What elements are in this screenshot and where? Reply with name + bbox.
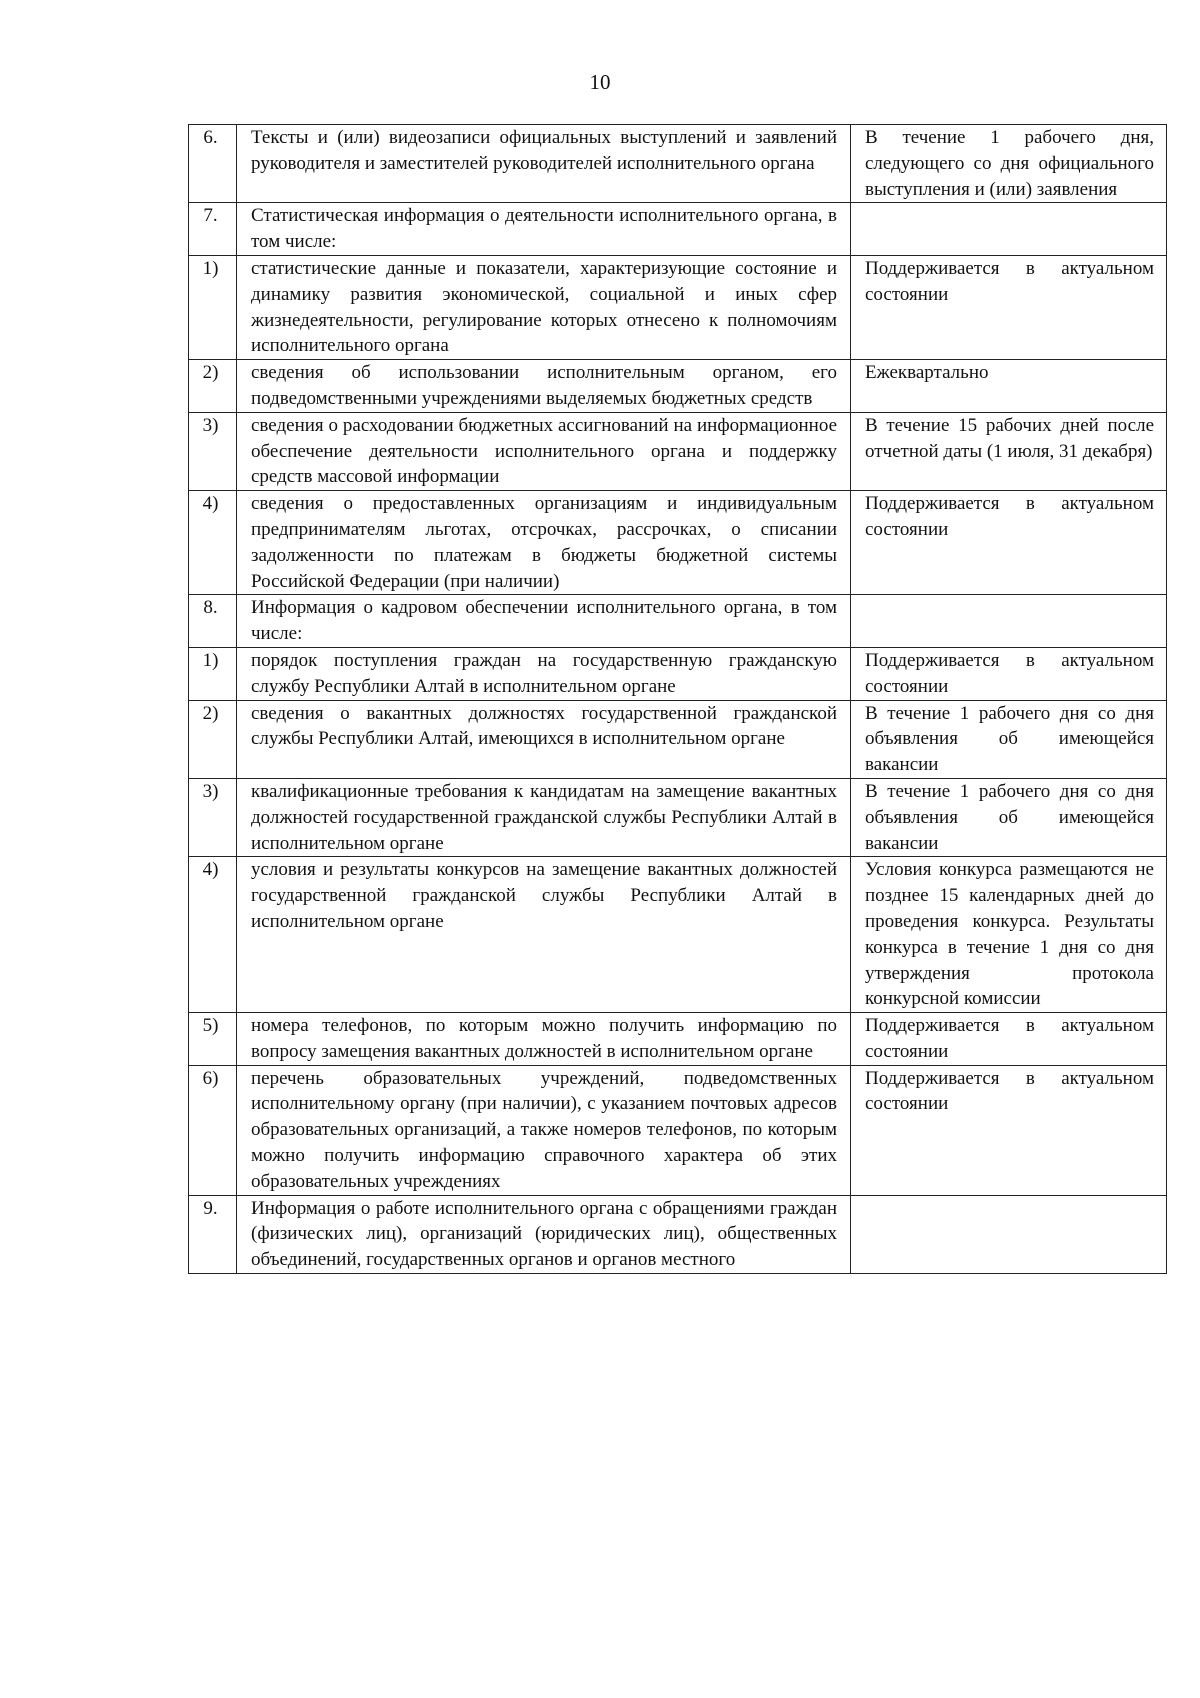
- item-term: [851, 203, 1167, 256]
- item-number: 3): [189, 412, 237, 490]
- item-term: В течение 1 рабочего дня со дня объявления об имеющейся вакансии: [851, 778, 1167, 856]
- information-table: [188, 124, 1167, 1274]
- item-number: 1): [189, 255, 237, 359]
- table-row: [189, 647, 1167, 700]
- item-number: 2): [189, 700, 237, 778]
- table-row: [189, 1013, 1167, 1066]
- item-term: [851, 595, 1167, 648]
- item-description: перечень образовательных учреждений, подведомственных исполнительному органу (при наличии), с указанием почтовых адресов образовательных организаций, а также номеров телефонов, по которым можно получить информацию справочного характера об этих образовательных учреждениях: [237, 1065, 851, 1195]
- table-row: [189, 1195, 1167, 1273]
- item-term: Поддерживается в актуальном состоянии: [851, 647, 1167, 700]
- table-row: [189, 778, 1167, 856]
- item-number: 5): [189, 1013, 237, 1066]
- item-description: Информация о кадровом обеспечении исполнительного органа, в том числе:: [237, 595, 851, 648]
- item-description: условия и результаты конкурсов на замещение вакантных должностей государственной гражданской службы Республики Алтай в исполнительном органе: [237, 857, 851, 1013]
- table-row: [189, 125, 1167, 203]
- item-description: Статистическая информация о деятельности исполнительного органа, в том числе:: [237, 203, 851, 256]
- item-number: 3): [189, 778, 237, 856]
- item-term: Поддерживается в актуальном состоянии: [851, 255, 1167, 359]
- table-row: [189, 203, 1167, 256]
- table-row: [189, 857, 1167, 1013]
- item-description: сведения о расходовании бюджетных ассигнований на информационное обеспечение деятельности исполнительного органа и поддержку средств массовой информации: [237, 412, 851, 490]
- item-number: 6): [189, 1065, 237, 1195]
- item-number: 4): [189, 857, 237, 1013]
- item-term: Поддерживается в актуальном состоянии: [851, 1065, 1167, 1195]
- table-row: [189, 491, 1167, 595]
- item-description: сведения о вакантных должностях государственной гражданской службы Республики Алтай, имеющихся в исполнительном органе: [237, 700, 851, 778]
- item-description: Тексты и (или) видеозаписи официальных выступлений и заявлений руководителя и заместителей руководителей исполнительного органа: [237, 125, 851, 203]
- item-term: В течение 1 рабочего дня, следующего со дня официального выступления и (или) заявления: [851, 125, 1167, 203]
- item-number: 1): [189, 647, 237, 700]
- page-number: 10: [589, 70, 611, 94]
- item-description: Информация о работе исполнительного органа с обращениями граждан (физических лиц), организаций (юридических лиц), общественных объединений, государственных органов и органов местного: [237, 1195, 851, 1273]
- item-description: номера телефонов, по которым можно получить информацию по вопросу замещения вакантных должностей в исполнительном органе: [237, 1013, 851, 1066]
- item-term: Условия конкурса размещаются не позднее 15 календарных дней до проведения конкурса. Результаты конкурса в течение 1 дня со дня утверждения протокола конкурсной комиссии: [851, 857, 1167, 1013]
- table-row: [189, 360, 1167, 413]
- information-table-body: [189, 125, 1167, 1274]
- item-number: 6.: [189, 125, 237, 203]
- item-term: Ежеквартально: [851, 360, 1167, 413]
- item-description: порядок поступления граждан на государственную гражданскую службу Республики Алтай в исполнительном органе: [237, 647, 851, 700]
- item-number: 9.: [189, 1195, 237, 1273]
- item-description: сведения о предоставленных организациям и индивидуальным предпринимателям льготах, отсрочках, рассрочках, о списании задолженности по платежам в бюджеты бюджетной системы Российской Федерации (при наличии): [237, 491, 851, 595]
- item-term: Поддерживается в актуальном состоянии: [851, 491, 1167, 595]
- table-row: [189, 1065, 1167, 1195]
- table-row: [189, 255, 1167, 359]
- item-description: сведения об использовании исполнительным органом, его подведомственными учреждениями выделяемых бюджетных средств: [237, 360, 851, 413]
- item-description: квалификационные требования к кандидатам на замещение вакантных должностей государственной гражданской службы Республики Алтай в исполнительном органе: [237, 778, 851, 856]
- item-term: В течение 1 рабочего дня со дня объявления об имеющейся вакансии: [851, 700, 1167, 778]
- item-number: 8.: [189, 595, 237, 648]
- item-number: 4): [189, 491, 237, 595]
- table-row: [189, 412, 1167, 490]
- item-number: 2): [189, 360, 237, 413]
- item-term: [851, 1195, 1167, 1273]
- item-description: статистические данные и показатели, характеризующие состояние и динамику развития экономической, социальной и иных сфер жизнедеятельности, регулирование которых отнесено к полномочиям исполнительного органа: [237, 255, 851, 359]
- item-term: Поддерживается в актуальном состоянии: [851, 1013, 1167, 1066]
- table-row: [189, 595, 1167, 648]
- table-row: [189, 700, 1167, 778]
- item-number: 7.: [189, 203, 237, 256]
- item-term: В течение 15 рабочих дней после отчетной даты (1 июля, 31 декабря): [851, 412, 1167, 490]
